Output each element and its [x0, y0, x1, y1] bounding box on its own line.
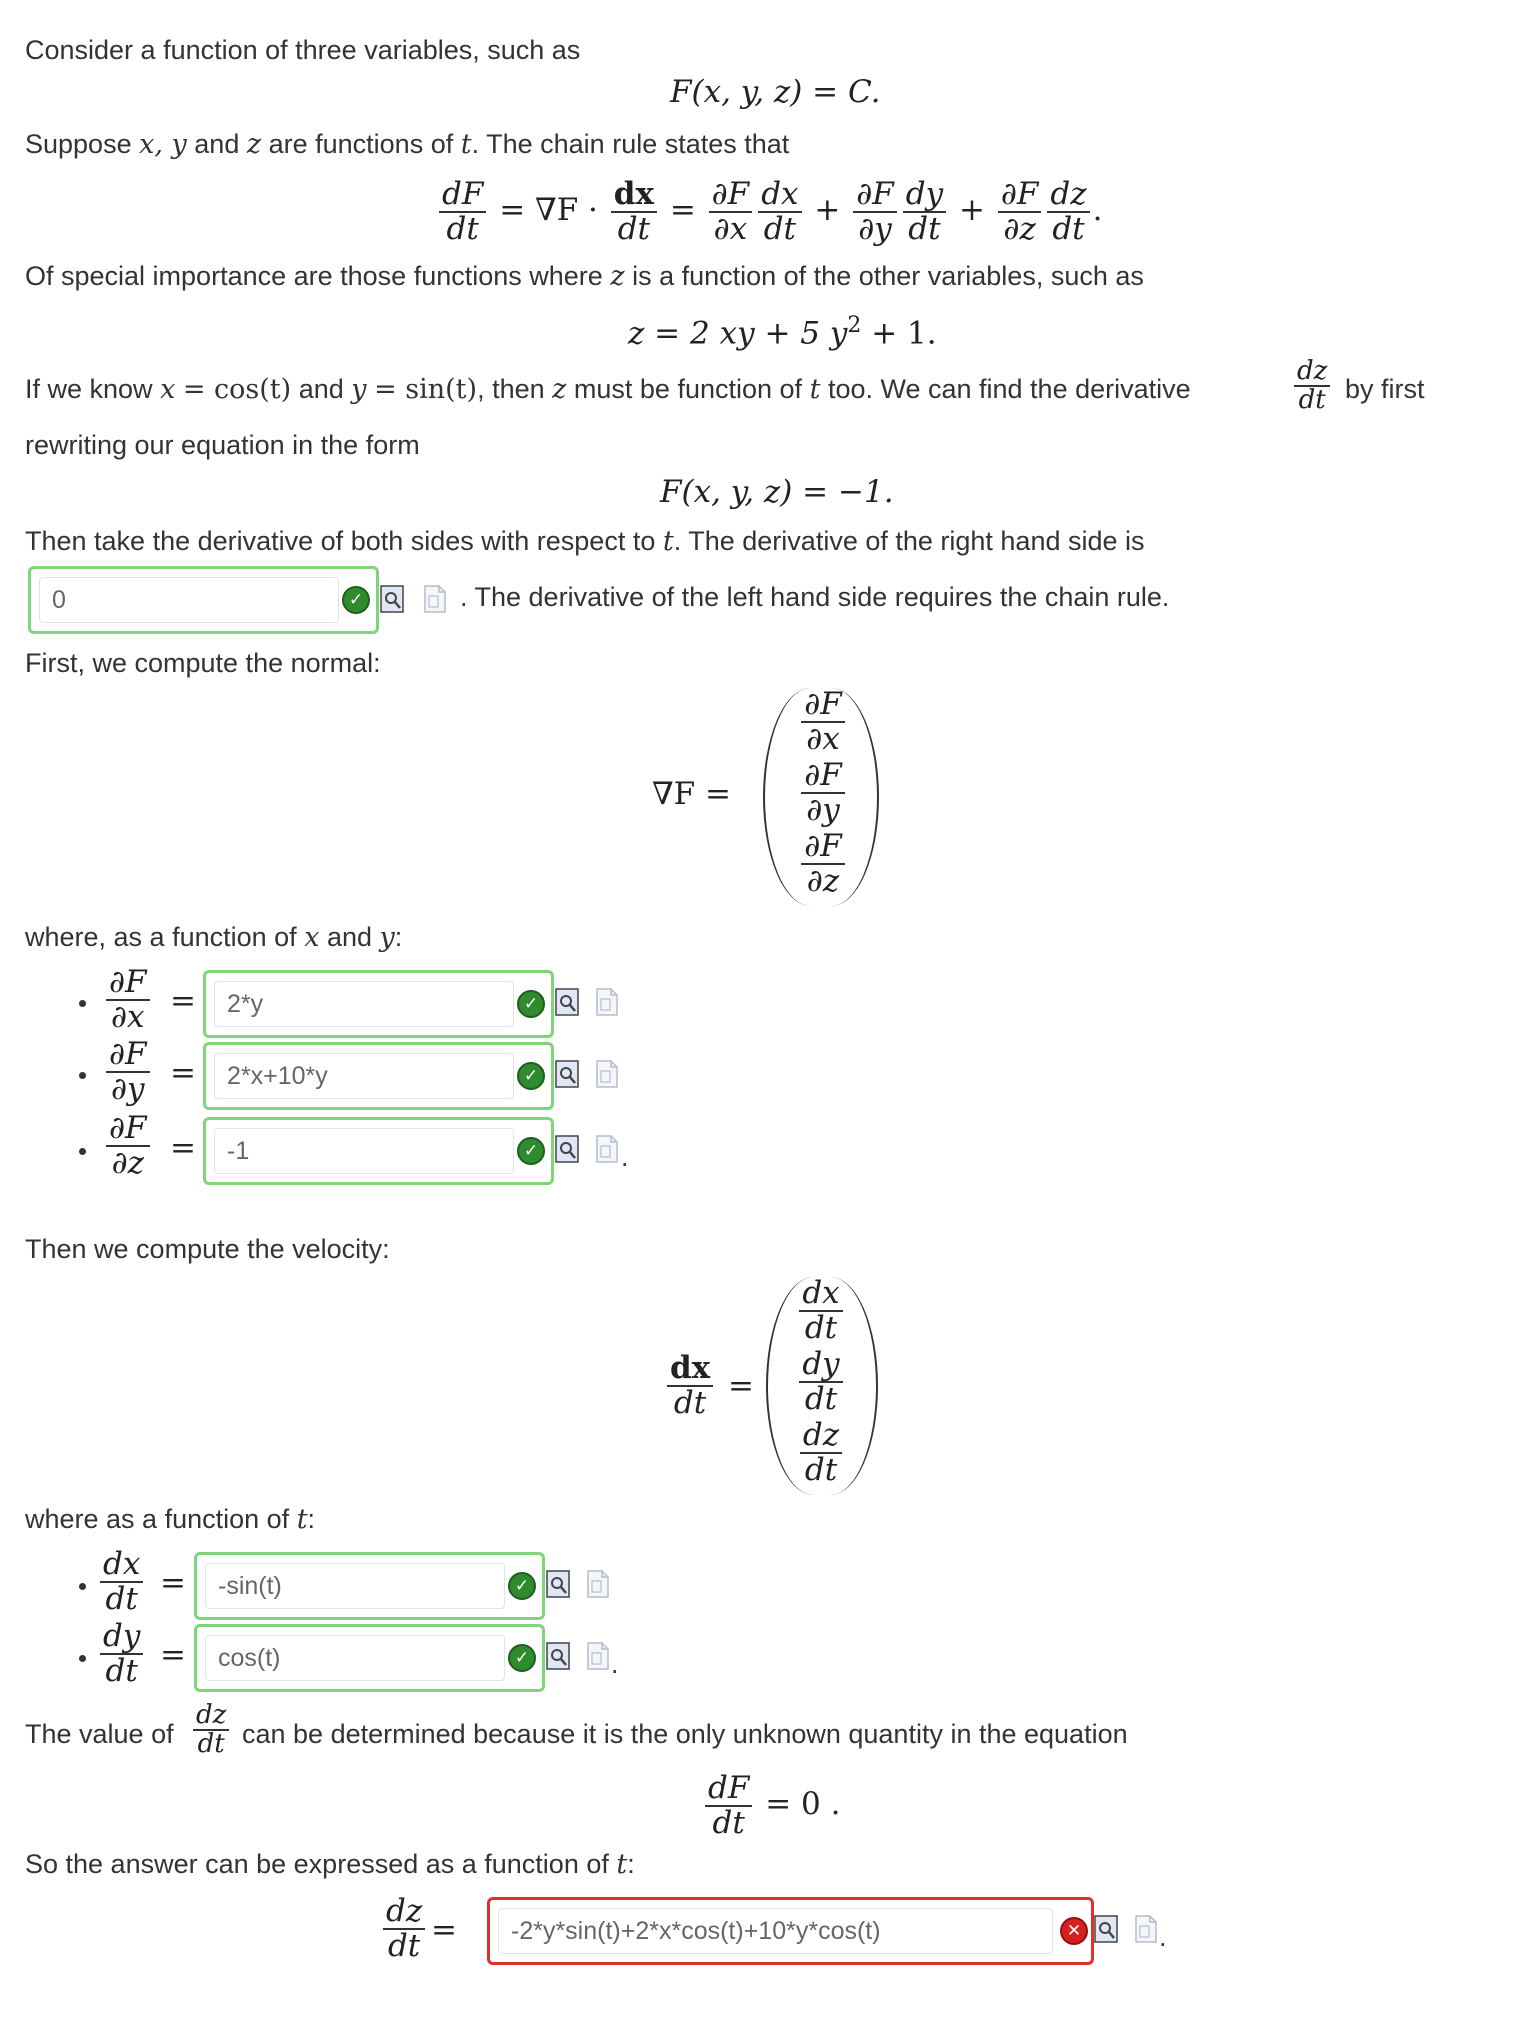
t: Of special importance are those functions where	[25, 261, 603, 291]
rhs-derivative-input[interactable]	[39, 577, 339, 623]
hint-document-icon[interactable]	[595, 1135, 619, 1163]
den: dt	[804, 1309, 838, 1346]
intro-text-1: Consider a function of three variables, such as	[25, 35, 581, 65]
num: dy	[100, 1620, 143, 1655]
den: dt	[105, 1580, 138, 1617]
op: = ∇F ·	[499, 192, 598, 229]
hint-document-icon[interactable]	[586, 1570, 610, 1598]
t: and	[194, 129, 240, 159]
dy-dt-label	[97, 1620, 146, 1687]
frac	[799, 1348, 842, 1415]
t: is a function of the other variables, such as	[632, 261, 1144, 291]
frac	[799, 1277, 842, 1344]
frac	[801, 688, 845, 755]
hint-document-icon[interactable]	[586, 1642, 610, 1670]
den: ∂y	[111, 1070, 145, 1107]
z-end: + 1.	[861, 315, 937, 352]
partial-x-input[interactable]	[214, 981, 514, 1027]
bullet	[79, 1000, 86, 1007]
num: ∂F	[801, 688, 845, 723]
preview-magnifier-icon[interactable]	[555, 1060, 579, 1088]
t: where, as a function of	[25, 922, 297, 952]
intro-text-4b: by first	[1345, 374, 1425, 404]
m: t	[460, 129, 472, 160]
chain-rule-equation	[436, 178, 1102, 245]
m: z	[246, 129, 262, 160]
grad-vector	[793, 688, 853, 897]
den: dt	[804, 1380, 838, 1417]
closing-text-2	[25, 1847, 635, 1882]
frac	[100, 1548, 143, 1615]
num: ∂F	[106, 1112, 150, 1147]
m: x	[304, 922, 320, 953]
normal-where-text	[25, 920, 402, 955]
frac	[383, 1895, 425, 1962]
num: dx	[611, 178, 657, 213]
partial-y-label	[103, 1038, 153, 1105]
frac	[801, 759, 845, 826]
equation-level-set	[670, 74, 880, 110]
m: x	[160, 374, 176, 405]
preview-magnifier-icon[interactable]	[1094, 1915, 1118, 1943]
t: . The chain rule states that	[471, 129, 790, 159]
velocity-lhs	[664, 1352, 716, 1419]
frac	[705, 1772, 752, 1839]
period: .	[1159, 1922, 1167, 1952]
period: .	[611, 1649, 619, 1679]
num: dx	[799, 1277, 842, 1312]
partial-z-answer-box	[203, 1117, 554, 1185]
preview-magnifier-icon[interactable]	[555, 1135, 579, 1163]
den: ∂y	[806, 791, 840, 828]
den: ∂x	[111, 998, 145, 1035]
num: dx	[758, 178, 801, 213]
eq-sign: =	[431, 1912, 457, 1948]
closing-dF-dt	[702, 1772, 840, 1839]
den: dt	[1052, 210, 1085, 247]
intro-text-4	[25, 372, 1191, 407]
op: +	[959, 192, 985, 229]
frac	[106, 1038, 150, 1105]
normal-heading: First, we compute the normal:	[25, 648, 381, 678]
frac	[1294, 358, 1330, 415]
t: and	[298, 374, 344, 404]
frac	[800, 1419, 842, 1486]
bullet	[79, 1148, 86, 1155]
num: ∂F	[998, 178, 1042, 213]
frac	[100, 1620, 143, 1687]
m: z	[552, 374, 567, 405]
closing-text-1a: The value of	[25, 1719, 174, 1749]
frac	[998, 178, 1042, 245]
frac	[106, 966, 150, 1033]
bullet	[79, 1072, 86, 1079]
partial-x-answer-box	[203, 970, 554, 1038]
grad-entry-y	[793, 759, 853, 826]
intro-text-7: . The derivative of the left hand side requires the chain rule.	[460, 582, 1170, 612]
den: ∂x	[713, 210, 748, 247]
eq-sign: =	[170, 983, 196, 1019]
t: :	[627, 1849, 635, 1879]
partial-z-label	[103, 1112, 153, 1179]
preview-magnifier-icon[interactable]	[380, 585, 404, 613]
check-icon: ✓	[508, 1644, 536, 1672]
hint-document-icon[interactable]	[423, 585, 447, 613]
eq-sign: =	[160, 1565, 186, 1601]
bullet	[79, 1583, 86, 1590]
num: dy	[903, 178, 946, 213]
intro-text-3	[25, 259, 1144, 294]
num: dz	[800, 1419, 842, 1454]
frac	[667, 1352, 713, 1419]
velocity-heading: Then we compute the velocity:	[25, 1234, 390, 1264]
preview-magnifier-icon[interactable]	[555, 988, 579, 1016]
num: ∂F	[709, 178, 753, 213]
eq-sign: =	[170, 1130, 196, 1166]
exp: 2	[847, 313, 862, 338]
op: .	[1092, 192, 1103, 229]
partial-y-input[interactable]	[214, 1053, 514, 1099]
closing-text-1b: can be determined because it is the only unknown quantity in the equation	[242, 1719, 1128, 1749]
preview-magnifier-icon[interactable]	[546, 1570, 570, 1598]
t: Suppose	[25, 129, 132, 159]
op: =	[669, 192, 696, 229]
partial-z-input[interactable]	[214, 1128, 514, 1174]
x-icon: ✕	[1060, 1917, 1088, 1945]
equation-rewritten	[660, 474, 894, 510]
partial-y-answer-box	[203, 1042, 554, 1110]
den: dt	[1298, 385, 1326, 416]
eq-sign: =	[160, 1637, 186, 1673]
grad-label: ∇F =	[652, 776, 731, 812]
m: = sin(t)	[374, 374, 478, 405]
hint-document-icon[interactable]	[1134, 1915, 1158, 1943]
num: dy	[799, 1348, 842, 1383]
final-dz-dt-label	[380, 1895, 428, 1962]
dy-dt-input[interactable]	[205, 1635, 505, 1681]
partial-x-label	[103, 966, 153, 1033]
frac	[106, 1112, 150, 1179]
dx-dt-answer-box	[194, 1552, 545, 1620]
den: dt	[105, 1652, 138, 1689]
frac	[611, 178, 657, 245]
num: ∂F	[853, 178, 897, 213]
den: dt	[446, 210, 479, 247]
num: ∂F	[801, 759, 845, 794]
t: So the answer can be expressed as a function of	[25, 1849, 609, 1879]
m: z	[610, 261, 625, 292]
frac	[903, 178, 946, 245]
dx-dt-input[interactable]	[205, 1563, 505, 1609]
num: dF	[439, 178, 486, 213]
frac	[193, 1702, 229, 1759]
inline-dz-dt	[1291, 358, 1333, 415]
dx-dt-label	[97, 1548, 146, 1615]
final-answer-input[interactable]	[498, 1908, 1053, 1954]
den: ∂y	[858, 210, 892, 247]
den: ∂z	[806, 862, 840, 899]
t: :	[307, 1504, 316, 1534]
den: dt	[712, 1804, 745, 1841]
num: dx	[667, 1352, 713, 1387]
num: ∂F	[106, 1038, 150, 1073]
frac	[758, 178, 801, 245]
t: , then	[477, 374, 545, 404]
den: dt	[908, 210, 941, 247]
frac	[709, 178, 753, 245]
z-expr: z = 2 xy + 5 y	[628, 315, 848, 352]
m: y	[351, 374, 367, 405]
preview-magnifier-icon[interactable]	[546, 1642, 570, 1670]
den: dt	[617, 210, 651, 247]
eq-sign: =	[728, 1368, 754, 1404]
velocity-entry-y	[793, 1348, 849, 1415]
grad-entry-x	[793, 688, 853, 755]
t: too. We can find the derivative	[827, 374, 1191, 404]
equation-level-set-text: F(x, y, z) = C.	[670, 74, 881, 110]
bullet	[79, 1655, 86, 1662]
intro-text-6	[25, 524, 1145, 559]
t: where as a function of	[25, 1504, 290, 1534]
t: . The derivative of the right hand side is	[673, 526, 1145, 556]
closing-dz-dt	[190, 1702, 232, 1759]
check-icon: ✓	[517, 1137, 545, 1165]
velocity-vector	[793, 1277, 849, 1486]
m: t	[616, 1849, 628, 1880]
frac	[439, 178, 486, 245]
rhs-answer-box	[28, 566, 379, 634]
num: dz	[1047, 178, 1089, 213]
period: .	[621, 1142, 629, 1172]
t: and	[326, 922, 372, 952]
check-icon: ✓	[517, 990, 545, 1018]
velocity-entry-x	[793, 1277, 849, 1344]
num: ∂F	[106, 966, 150, 1001]
hint-document-icon[interactable]	[595, 1060, 619, 1088]
intro-text-5: rewriting our equation in the form	[25, 430, 420, 460]
num: dF	[705, 1772, 752, 1807]
m: t	[809, 374, 821, 405]
check-icon: ✓	[508, 1572, 536, 1600]
m: t	[296, 1504, 308, 1535]
check-icon: ✓	[342, 586, 370, 614]
num: ∂F	[801, 830, 845, 865]
check-icon: ✓	[517, 1062, 545, 1090]
den: dt	[197, 1729, 225, 1760]
eq2: F(x, y, z) = −1.	[660, 474, 894, 510]
t: :	[394, 922, 403, 952]
m: = cos(t)	[182, 374, 292, 405]
eq-sign: =	[170, 1055, 196, 1091]
frac	[1047, 178, 1089, 245]
hint-document-icon[interactable]	[595, 988, 619, 1016]
num: dx	[100, 1548, 143, 1583]
m: t	[662, 526, 674, 557]
den: ∂z	[111, 1144, 144, 1181]
den: dt	[387, 1927, 421, 1964]
dy-dt-answer-box	[194, 1624, 545, 1692]
t: If we know	[25, 374, 153, 404]
op: +	[814, 192, 841, 229]
intro-text-2	[25, 127, 789, 162]
m: x, y	[139, 129, 187, 160]
velocity-where-text	[25, 1502, 315, 1537]
den: dt	[673, 1384, 707, 1421]
den: dt	[763, 210, 797, 247]
equation-z	[628, 313, 937, 351]
den: ∂z	[1003, 210, 1036, 247]
rhs: = 0 .	[765, 1786, 841, 1823]
final-answer-box	[487, 1897, 1094, 1965]
num: dz	[193, 1702, 229, 1731]
den: dt	[804, 1451, 838, 1488]
frac	[853, 178, 897, 245]
t: are functions of	[268, 129, 454, 159]
frac	[801, 830, 845, 897]
grad-entry-z	[793, 830, 853, 897]
velocity-entry-z	[793, 1419, 849, 1486]
den: ∂x	[806, 720, 840, 757]
num: dz	[1294, 358, 1330, 387]
t: must be function of	[573, 374, 803, 404]
t: Then take the derivative of both sides with respect to	[25, 526, 656, 556]
m: y	[379, 922, 395, 953]
num: dz	[383, 1895, 425, 1930]
